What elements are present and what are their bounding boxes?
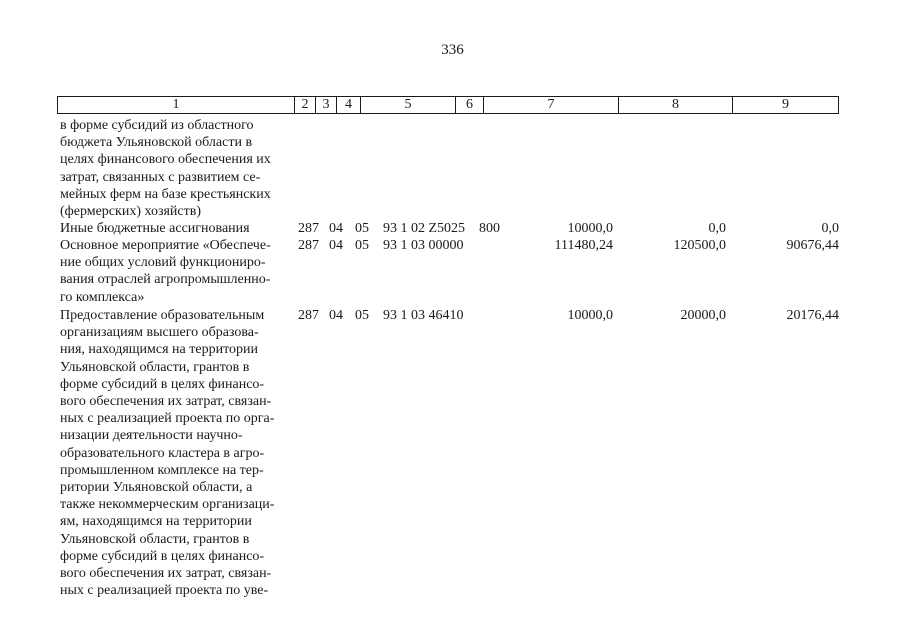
- desc-line: ям, находящимся на территории: [60, 514, 252, 530]
- desc-line: Основное мероприятие «Обеспече-: [60, 238, 271, 253]
- desc-line: образовательного кластера в агро-: [60, 445, 265, 461]
- cell-col-5: 93 1 03 00000: [383, 238, 464, 253]
- cell-col-3: 04: [329, 221, 343, 236]
- cell-col-8: 20000,0: [680, 308, 726, 323]
- cell-col-2: 287: [298, 221, 319, 236]
- desc-line: в форме субсидий из областного: [60, 118, 254, 133]
- cell-col-3: 04: [329, 308, 343, 323]
- desc-line: затрат, связанных с развитием се-: [60, 169, 261, 185]
- cell-col-9: 20176,44: [786, 308, 839, 323]
- desc-line: низации деятельности научно-: [60, 428, 243, 444]
- header-col-2: 2: [295, 97, 316, 113]
- desc-line: (фермерских) хозяйств): [60, 204, 202, 220]
- desc-line: ние общих условий функциониро-: [60, 255, 266, 271]
- table-row-description: [60, 237, 293, 306]
- desc-line: вания отраслей агропромышленно-: [60, 272, 271, 288]
- desc-line: промышленном комплексе на тер-: [60, 462, 264, 478]
- desc-line: вого обеспечения их затрат, связан-: [60, 394, 272, 410]
- table-row-description: [60, 307, 293, 599]
- page-number: 336: [441, 42, 464, 58]
- cell-col-4: 05: [355, 221, 369, 236]
- desc-line: организациям высшего образова-: [60, 325, 259, 341]
- cell-col-3: 04: [329, 238, 343, 253]
- cell-col-5: 93 1 03 46410: [383, 308, 464, 323]
- desc-line: Иные бюджетные ассигнования: [60, 221, 250, 236]
- desc-line: ритории Ульяновской области, а: [60, 480, 253, 496]
- desc-line: целях финансового обеспечения их: [60, 152, 271, 168]
- cell-col-2: 287: [298, 238, 319, 253]
- header-col-1: 1: [58, 97, 295, 113]
- cell-col-9: 90676,44: [786, 238, 839, 253]
- desc-line: также некоммерческим организаци-: [60, 497, 275, 513]
- cell-col-8: 120500,0: [673, 238, 726, 253]
- cell-col-5: 93 1 02 Z5025: [383, 221, 466, 236]
- desc-line: форме субсидий в целях финансо-: [60, 376, 265, 392]
- cell-col-4: 05: [355, 308, 369, 323]
- desc-line: го комплекса»: [60, 289, 145, 305]
- desc-line: Предоставление образовательным: [60, 308, 265, 323]
- cell-col-7: 111480,24: [554, 238, 613, 253]
- cell-col-7: 10000,0: [567, 221, 613, 236]
- header-col-5: 5: [361, 97, 456, 113]
- desc-line: бюджета Ульяновской области в: [60, 135, 253, 151]
- desc-line: ния, находящимся на территории: [60, 342, 258, 358]
- desc-line: Ульяновской области, грантов в: [60, 531, 250, 547]
- header-col-8: 8: [619, 97, 733, 113]
- header-col-3: 3: [316, 97, 337, 113]
- cell-col-8: 0,0: [708, 221, 726, 236]
- header-col-4: 4: [337, 97, 361, 113]
- table-header-row: [57, 96, 839, 114]
- cell-col-7: 10000,0: [567, 308, 613, 323]
- desc-line: форме субсидий в целях финансо-: [60, 548, 265, 564]
- header-col-6: 6: [456, 97, 484, 113]
- header-col-7: 7: [484, 97, 619, 113]
- desc-line: ных с реализацией проекта по уве-: [60, 583, 269, 599]
- cell-col-2: 287: [298, 308, 319, 323]
- cell-col-9: 0,0: [821, 221, 839, 236]
- table-row-description: [60, 117, 293, 220]
- cell-col-6: 800: [479, 221, 500, 236]
- cell-col-4: 05: [355, 238, 369, 253]
- desc-line: вого обеспечения их затрат, связан-: [60, 566, 272, 582]
- desc-line: мейных ферм на базе крестьянских: [60, 186, 271, 202]
- desc-line: Ульяновской области, грантов в: [60, 359, 250, 375]
- desc-line: ных с реализацией проекта по орга-: [60, 411, 275, 427]
- header-col-9: 9: [782, 97, 789, 112]
- table-row-description: [60, 220, 293, 237]
